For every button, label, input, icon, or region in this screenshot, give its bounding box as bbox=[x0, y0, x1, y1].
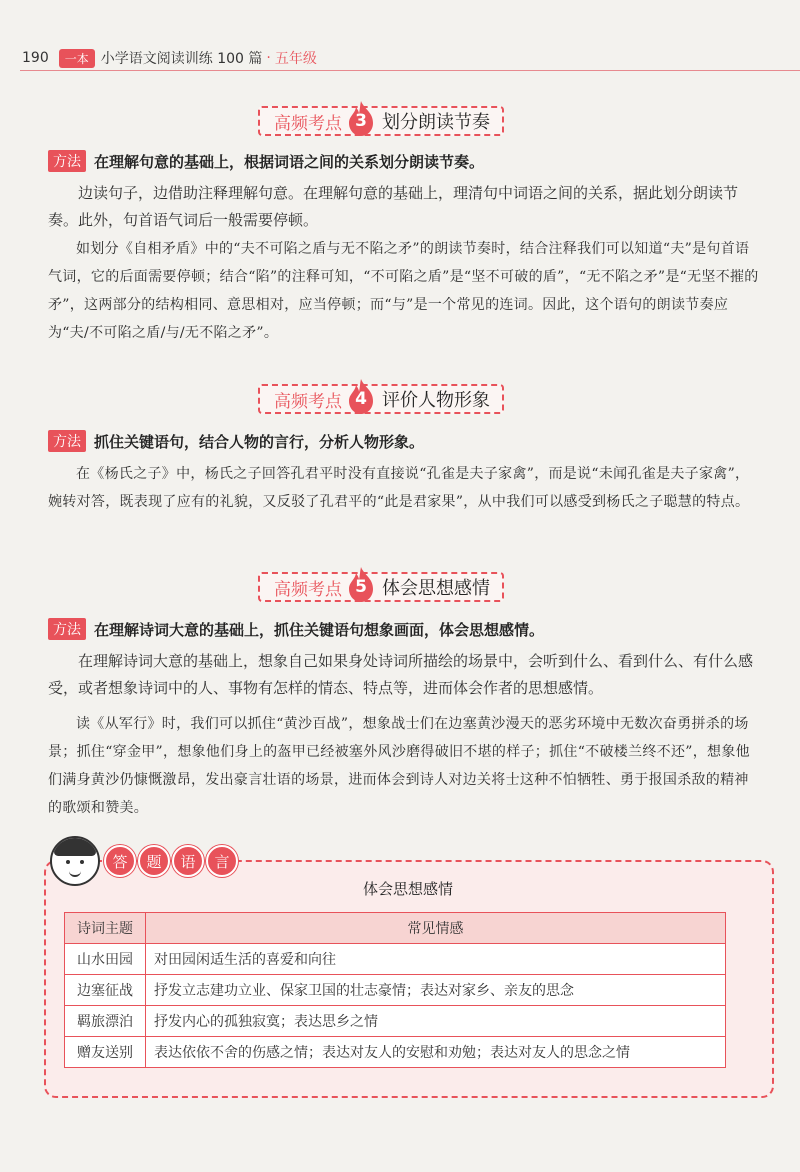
section-number: 3 bbox=[355, 111, 367, 131]
book-title: 小学语文阅读训练 100 篇 bbox=[100, 51, 263, 67]
emotion-cell: 抒发内心的孤独寂寞；表达思乡之情 bbox=[146, 1006, 726, 1037]
badge-char: 题 bbox=[138, 845, 170, 877]
badge-char: 言 bbox=[206, 845, 238, 877]
table-header-row bbox=[65, 913, 726, 944]
method-text: 抓住关键语句，结合人物的言行，分析人物形象。 bbox=[94, 432, 425, 451]
method-line-5 bbox=[48, 618, 544, 640]
flame-icon bbox=[346, 99, 376, 137]
method-tag: 方法 bbox=[48, 430, 86, 452]
section-title: 评价人物形象 bbox=[382, 390, 490, 411]
paragraph: 在《杨氏之子》中，杨氏之子回答孔君平时没有直接说“孔雀是夫子家禽”，而是说“未闻孔雀是夫子家禽”，婉转对答，既表现了应有的礼貌，又反驳了孔君平的“此是君家果”，从中我们可以感受到杨氏之子聪慧的特点。 bbox=[48, 466, 750, 510]
theme-cell: 赠友送别 bbox=[65, 1037, 146, 1068]
table-row bbox=[65, 1006, 726, 1037]
emotion-table bbox=[64, 912, 726, 1068]
emotion-cell: 抒发立志建功立业、保家卫国的壮志豪情；表达对家乡、亲友的思念 bbox=[146, 975, 726, 1006]
answer-language-badge bbox=[104, 845, 240, 877]
badge-char: 语 bbox=[172, 845, 204, 877]
method-tag: 方法 bbox=[48, 150, 86, 172]
paragraph: 在理解诗词大意的基础上，想象自己如果身处诗词所描绘的场景中，会听到什么、看到什么、有什么感受，或者想象诗词中的人、事物有怎样的情态、特点等，进而体会作者的思想感情。 bbox=[48, 652, 754, 697]
header-divider bbox=[20, 70, 800, 71]
column-header: 常见情感 bbox=[146, 913, 726, 944]
badge-char: 答 bbox=[104, 845, 136, 877]
header-separator: · bbox=[266, 50, 271, 66]
section-label: 高频考点 bbox=[274, 579, 342, 600]
table-row bbox=[65, 944, 726, 975]
section-number: 4 bbox=[355, 389, 367, 409]
series-logo: 一本 bbox=[59, 49, 95, 68]
table-title: 体会思想感情 bbox=[362, 880, 453, 898]
grade-label: 五年级 bbox=[274, 51, 317, 67]
section-heading-5 bbox=[258, 570, 504, 604]
theme-cell: 边塞征战 bbox=[65, 975, 146, 1006]
table-row bbox=[65, 975, 726, 1006]
section-number: 5 bbox=[355, 577, 367, 597]
theme-cell: 山水田园 bbox=[65, 944, 146, 975]
flame-icon bbox=[346, 377, 376, 415]
section-title: 划分朗读节奏 bbox=[382, 112, 490, 133]
method-line-4 bbox=[48, 430, 424, 452]
paragraph: 边读句子，边借助注释理解句意。在理解句意的基础上，理清句中词语之间的关系，据此划分朗读节奏。此外，句首语气词后一般需要停顿。 bbox=[48, 184, 739, 229]
paragraph: 如划分《自相矛盾》中的“夫不可陷之盾与无不陷之矛”的朗读节奏时，结合注释我们可以知道“夫”是句首语气词，它的后面需要停顿；结合“陷”的注释可知，“不可陷之盾”是“坚不可破的盾”，“无不陷之矛”是“无坚不摧的矛”，这两部分的结构相同、意思相对，应当停顿；而“与”是一个常见的连词。因此，这个语句的朗读节奏应为“夫/不可陷之盾/与/无不陷之矛”。 bbox=[48, 241, 759, 341]
table-row bbox=[65, 1037, 726, 1068]
section-label: 高频考点 bbox=[274, 391, 342, 412]
paragraph: 读《从军行》时，我们可以抓住“黄沙百战”，想象战士们在边塞黄沙漫天的恶劣环境中无数次奋勇拼杀的场景；抓住“穿金甲”，想象他们身上的盔甲已经被塞外风沙磨得破旧不堪的样子；抓住“不破楼兰终不还”，想象他们满身黄沙仍慷慨激昂，发出豪言壮语的场景，进而体会到诗人对边关将士这种不怕牺牲、勇于报国杀敌的精神的歌颂和赞美。 bbox=[48, 716, 750, 816]
emotion-cell: 对田园闲适生活的喜爱和向往 bbox=[146, 944, 726, 975]
page-header bbox=[22, 47, 317, 69]
flame-icon bbox=[346, 565, 376, 603]
section-heading-4 bbox=[258, 382, 504, 416]
method-text: 在理解句意的基础上，根据词语之间的关系划分朗读节奏。 bbox=[94, 152, 485, 171]
method-line-3 bbox=[48, 150, 484, 172]
method-tag: 方法 bbox=[48, 618, 86, 640]
emotion-cell: 表达依依不舍的伤感之情；表达对友人的安慰和劝勉；表达对友人的思念之情 bbox=[146, 1037, 726, 1068]
method-text: 在理解诗词大意的基础上，抓住关键语句想象画面，体会思想感情。 bbox=[94, 620, 545, 639]
section-title: 体会思想感情 bbox=[382, 578, 490, 599]
section-heading-3 bbox=[258, 104, 504, 138]
theme-cell: 羁旅漂泊 bbox=[65, 1006, 146, 1037]
section-label: 高频考点 bbox=[274, 113, 342, 134]
page-number: 190 bbox=[22, 50, 49, 66]
column-header: 诗词主题 bbox=[65, 913, 146, 944]
